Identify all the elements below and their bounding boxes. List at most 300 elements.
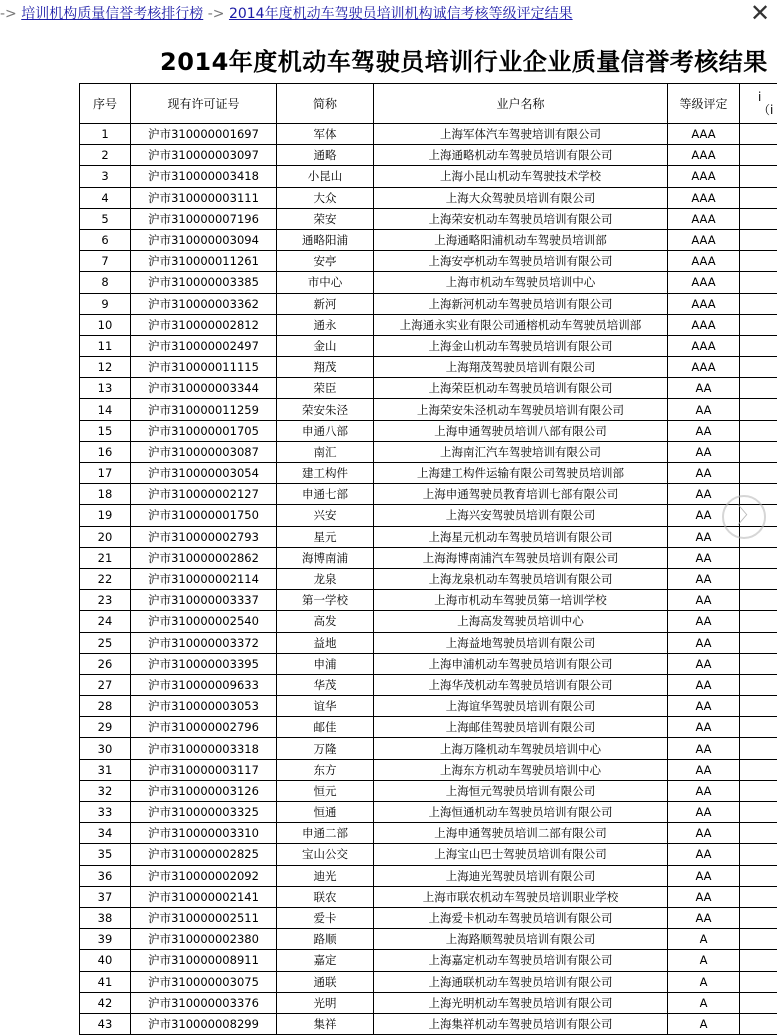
cell-extra bbox=[740, 208, 777, 229]
cell-index: 35 bbox=[80, 844, 131, 865]
table-row bbox=[80, 929, 777, 950]
cell-extra bbox=[740, 335, 777, 356]
header-license-no: 现有许可证号 bbox=[131, 84, 277, 124]
cell-short-name: 集祥 bbox=[277, 1013, 374, 1034]
cell-license-no: 沪市310000003053 bbox=[131, 696, 277, 717]
cell-company-name: 上海荣安机动车驾驶员培训有限公司 bbox=[374, 208, 668, 229]
cell-license-no: 沪市310000003117 bbox=[131, 759, 277, 780]
table-row bbox=[80, 187, 777, 208]
cell-grade: A bbox=[668, 929, 740, 950]
cell-extra bbox=[740, 674, 777, 695]
cell-grade: AAA bbox=[668, 357, 740, 378]
table-header-row bbox=[80, 84, 777, 124]
cell-short-name: 大众 bbox=[277, 187, 374, 208]
cell-grade: AA bbox=[668, 844, 740, 865]
cell-short-name: 路顺 bbox=[277, 929, 374, 950]
page-title: 2014年度机动车驾驶员培训行业企业质量信誉考核结果 bbox=[160, 48, 768, 76]
cell-company-name: 上海南汇汽车驾驶培训有限公司 bbox=[374, 441, 668, 462]
cell-extra bbox=[740, 696, 777, 717]
cell-license-no: 沪市310000003094 bbox=[131, 229, 277, 250]
table-row bbox=[80, 950, 777, 971]
cell-company-name: 上海星元机动车驾驶员培训有限公司 bbox=[374, 526, 668, 547]
cell-short-name: 申浦 bbox=[277, 653, 374, 674]
cell-grade: AA bbox=[668, 547, 740, 568]
cell-index: 25 bbox=[80, 632, 131, 653]
cell-short-name: 金山 bbox=[277, 335, 374, 356]
table-row bbox=[80, 844, 777, 865]
cell-extra bbox=[740, 590, 777, 611]
cell-license-no: 沪市310000002540 bbox=[131, 611, 277, 632]
table-row bbox=[80, 547, 777, 568]
cell-company-name: 上海申通驾驶员培训八部有限公司 bbox=[374, 420, 668, 441]
next-page-button[interactable] bbox=[722, 495, 766, 539]
header-index: 序号 bbox=[80, 84, 131, 124]
cell-short-name: 安亭 bbox=[277, 251, 374, 272]
cell-license-no: 沪市310000003075 bbox=[131, 971, 277, 992]
cell-license-no: 沪市310000003385 bbox=[131, 272, 277, 293]
cell-extra bbox=[740, 420, 777, 441]
cell-license-no: 沪市310000002825 bbox=[131, 844, 277, 865]
table-row bbox=[80, 992, 777, 1013]
cell-grade: A bbox=[668, 950, 740, 971]
cell-short-name: 翔茂 bbox=[277, 357, 374, 378]
breadcrumb-link-ranking[interactable]: 培训机构质量信誉考核排行榜 bbox=[21, 6, 204, 22]
cell-company-name: 上海龙泉机动车驾驶员培训有限公司 bbox=[374, 568, 668, 589]
cell-company-name: 上海光明机动车驾驶员培训有限公司 bbox=[374, 992, 668, 1013]
cell-license-no: 沪市310000002141 bbox=[131, 886, 277, 907]
cell-extra bbox=[740, 653, 777, 674]
cell-extra bbox=[740, 823, 777, 844]
cell-index: 31 bbox=[80, 759, 131, 780]
cell-index: 30 bbox=[80, 738, 131, 759]
cell-index: 1 bbox=[80, 124, 131, 145]
cell-license-no: 沪市310000002511 bbox=[131, 907, 277, 928]
cell-grade: AA bbox=[668, 759, 740, 780]
header-company-name: 业户名称 bbox=[374, 84, 668, 124]
cell-grade: AA bbox=[668, 717, 740, 738]
cell-company-name: 上海宝山巴士驾驶员培训有限公司 bbox=[374, 844, 668, 865]
cell-license-no: 沪市310000008299 bbox=[131, 1013, 277, 1034]
cell-company-name: 上海申浦机动车驾驶员培训有限公司 bbox=[374, 653, 668, 674]
cell-index: 34 bbox=[80, 823, 131, 844]
cell-license-no: 沪市310000003395 bbox=[131, 653, 277, 674]
cell-index: 10 bbox=[80, 314, 131, 335]
cell-index: 11 bbox=[80, 335, 131, 356]
cell-grade: AAA bbox=[668, 124, 740, 145]
cell-company-name: 上海小昆山机动车驾驶技术学校 bbox=[374, 166, 668, 187]
cell-index: 13 bbox=[80, 378, 131, 399]
cell-grade: AAA bbox=[668, 314, 740, 335]
cell-grade: AAA bbox=[668, 293, 740, 314]
cell-index: 41 bbox=[80, 971, 131, 992]
cell-grade: AA bbox=[668, 505, 740, 526]
cell-short-name: 通略 bbox=[277, 145, 374, 166]
cell-license-no: 沪市310000003097 bbox=[131, 145, 277, 166]
cell-grade: AA bbox=[668, 441, 740, 462]
cell-company-name: 上海集祥机动车驾驶员培训有限公司 bbox=[374, 1013, 668, 1034]
cell-grade: AAA bbox=[668, 208, 740, 229]
cell-short-name: 龙泉 bbox=[277, 568, 374, 589]
cell-extra bbox=[740, 357, 777, 378]
breadcrumb bbox=[0, 3, 573, 25]
cell-grade: AA bbox=[668, 420, 740, 441]
cell-grade: AAA bbox=[668, 229, 740, 250]
table-row bbox=[80, 1013, 777, 1034]
cell-index: 21 bbox=[80, 547, 131, 568]
cell-company-name: 上海东方机动车驾驶员培训中心 bbox=[374, 759, 668, 780]
cell-license-no: 沪市310000001750 bbox=[131, 505, 277, 526]
cell-index: 43 bbox=[80, 1013, 131, 1034]
cell-index: 39 bbox=[80, 929, 131, 950]
table-row bbox=[80, 272, 777, 293]
cell-index: 5 bbox=[80, 208, 131, 229]
table-row bbox=[80, 314, 777, 335]
cell-short-name: 联农 bbox=[277, 886, 374, 907]
table-row bbox=[80, 674, 777, 695]
cell-company-name: 上海高发驾驶员培训中心 bbox=[374, 611, 668, 632]
cell-index: 26 bbox=[80, 653, 131, 674]
cell-grade: AAA bbox=[668, 166, 740, 187]
cell-extra bbox=[740, 187, 777, 208]
cell-index: 33 bbox=[80, 802, 131, 823]
cell-extra bbox=[740, 759, 777, 780]
cell-grade: A bbox=[668, 1013, 740, 1034]
breadcrumb-prefix: -> bbox=[0, 6, 17, 22]
cell-license-no: 沪市310000003087 bbox=[131, 441, 277, 462]
cell-short-name: 海博南浦 bbox=[277, 547, 374, 568]
cell-grade: AA bbox=[668, 632, 740, 653]
table-row bbox=[80, 738, 777, 759]
cell-grade: AA bbox=[668, 907, 740, 928]
cell-index: 29 bbox=[80, 717, 131, 738]
cell-grade: AA bbox=[668, 738, 740, 759]
cell-extra bbox=[740, 293, 777, 314]
cell-company-name: 上海安亭机动车驾驶员培训有限公司 bbox=[374, 251, 668, 272]
cell-extra bbox=[740, 802, 777, 823]
cell-short-name: 万隆 bbox=[277, 738, 374, 759]
cell-short-name: 通略阳浦 bbox=[277, 229, 374, 250]
table-row bbox=[80, 611, 777, 632]
cell-extra bbox=[740, 992, 777, 1013]
cell-extra bbox=[740, 272, 777, 293]
cell-grade: AA bbox=[668, 463, 740, 484]
cell-short-name: 华茂 bbox=[277, 674, 374, 695]
cell-license-no: 沪市310000001697 bbox=[131, 124, 277, 145]
cell-license-no: 沪市310000003344 bbox=[131, 378, 277, 399]
table-row bbox=[80, 124, 777, 145]
cell-extra bbox=[740, 251, 777, 272]
table-row bbox=[80, 335, 777, 356]
cell-index: 37 bbox=[80, 886, 131, 907]
table-row bbox=[80, 463, 777, 484]
cell-short-name: 荣安朱泾 bbox=[277, 399, 374, 420]
cell-license-no: 沪市310000001705 bbox=[131, 420, 277, 441]
table-row bbox=[80, 378, 777, 399]
breadcrumb-link-results[interactable]: 2014年度机动车驾驶员培训机构诚信考核等级评定结果 bbox=[228, 6, 573, 22]
cell-grade: AAA bbox=[668, 335, 740, 356]
cell-short-name: 东方 bbox=[277, 759, 374, 780]
cell-grade: AA bbox=[668, 590, 740, 611]
cell-index: 18 bbox=[80, 484, 131, 505]
cell-extra bbox=[740, 717, 777, 738]
cell-license-no: 沪市310000007196 bbox=[131, 208, 277, 229]
cell-company-name: 上海市联农机动车驾驶员培训职业学校 bbox=[374, 886, 668, 907]
table-row bbox=[80, 717, 777, 738]
table-row bbox=[80, 441, 777, 462]
cell-index: 9 bbox=[80, 293, 131, 314]
cell-license-no: 沪市310000002127 bbox=[131, 484, 277, 505]
cell-index: 32 bbox=[80, 780, 131, 801]
cell-extra bbox=[740, 971, 777, 992]
cell-company-name: 上海翔茂驾驶员培训有限公司 bbox=[374, 357, 668, 378]
cell-index: 22 bbox=[80, 568, 131, 589]
cell-short-name: 申通七部 bbox=[277, 484, 374, 505]
cell-extra bbox=[740, 738, 777, 759]
cell-grade: AA bbox=[668, 823, 740, 844]
cell-license-no: 沪市310000002092 bbox=[131, 865, 277, 886]
cell-grade: AA bbox=[668, 568, 740, 589]
cell-grade: AA bbox=[668, 526, 740, 547]
cell-grade: AA bbox=[668, 399, 740, 420]
cell-grade: AA bbox=[668, 802, 740, 823]
cell-license-no: 沪市310000002862 bbox=[131, 547, 277, 568]
cell-extra bbox=[740, 568, 777, 589]
cell-license-no: 沪市310000003310 bbox=[131, 823, 277, 844]
cell-extra bbox=[740, 145, 777, 166]
cell-license-no: 沪市310000003372 bbox=[131, 632, 277, 653]
cell-license-no: 沪市310000008911 bbox=[131, 950, 277, 971]
cell-short-name: 兴安 bbox=[277, 505, 374, 526]
cell-grade: AAA bbox=[668, 145, 740, 166]
cell-license-no: 沪市310000003054 bbox=[131, 463, 277, 484]
cell-short-name: 建工构件 bbox=[277, 463, 374, 484]
cell-extra bbox=[740, 865, 777, 886]
table-row bbox=[80, 907, 777, 928]
table-row bbox=[80, 823, 777, 844]
cell-license-no: 沪市310000003111 bbox=[131, 187, 277, 208]
cell-short-name: 邮佳 bbox=[277, 717, 374, 738]
cell-license-no: 沪市310000002796 bbox=[131, 717, 277, 738]
cell-grade: AA bbox=[668, 780, 740, 801]
cell-grade: AAA bbox=[668, 187, 740, 208]
table-row bbox=[80, 802, 777, 823]
cell-short-name: 恒元 bbox=[277, 780, 374, 801]
cell-company-name: 上海恒通机动车驾驶员培训有限公司 bbox=[374, 802, 668, 823]
cell-grade: AA bbox=[668, 674, 740, 695]
cell-license-no: 沪市310000003376 bbox=[131, 992, 277, 1013]
cell-index: 17 bbox=[80, 463, 131, 484]
cell-company-name: 上海万隆机动车驾驶员培训中心 bbox=[374, 738, 668, 759]
table-row bbox=[80, 886, 777, 907]
table-row bbox=[80, 293, 777, 314]
cell-short-name: 通联 bbox=[277, 971, 374, 992]
cell-extra bbox=[740, 124, 777, 145]
cell-extra bbox=[740, 463, 777, 484]
cell-company-name: 上海市机动车驾驶员第一培训学校 bbox=[374, 590, 668, 611]
table-row bbox=[80, 526, 777, 547]
cell-company-name: 上海新河机动车驾驶员培训有限公司 bbox=[374, 293, 668, 314]
cell-company-name: 上海谊华驾驶员培训有限公司 bbox=[374, 696, 668, 717]
table-row bbox=[80, 632, 777, 653]
cell-license-no: 沪市310000002497 bbox=[131, 335, 277, 356]
cell-license-no: 沪市310000003318 bbox=[131, 738, 277, 759]
cell-extra bbox=[740, 780, 777, 801]
cell-index: 36 bbox=[80, 865, 131, 886]
cell-short-name: 爱卡 bbox=[277, 907, 374, 928]
cell-extra bbox=[740, 929, 777, 950]
cell-grade: AA bbox=[668, 886, 740, 907]
cell-short-name: 嘉定 bbox=[277, 950, 374, 971]
cell-short-name: 申通二部 bbox=[277, 823, 374, 844]
table-row bbox=[80, 696, 777, 717]
cell-index: 38 bbox=[80, 907, 131, 928]
cell-license-no: 沪市310000003126 bbox=[131, 780, 277, 801]
cell-license-no: 沪市310000011261 bbox=[131, 251, 277, 272]
cell-grade: AAA bbox=[668, 272, 740, 293]
cell-index: 24 bbox=[80, 611, 131, 632]
cell-short-name: 恒通 bbox=[277, 802, 374, 823]
cell-grade: AA bbox=[668, 611, 740, 632]
cell-license-no: 沪市310000002812 bbox=[131, 314, 277, 335]
cell-license-no: 沪市310000003362 bbox=[131, 293, 277, 314]
table-row bbox=[80, 229, 777, 250]
cell-short-name: 第一学校 bbox=[277, 590, 374, 611]
cell-index: 19 bbox=[80, 505, 131, 526]
header-extra-line1: i bbox=[758, 89, 762, 104]
close-icon[interactable]: ✕ bbox=[749, 0, 771, 27]
cell-extra bbox=[740, 632, 777, 653]
table-row bbox=[80, 505, 777, 526]
cell-extra bbox=[740, 441, 777, 462]
cell-short-name: 军体 bbox=[277, 124, 374, 145]
breadcrumb-separator: -> bbox=[207, 6, 225, 22]
cell-short-name: 高发 bbox=[277, 611, 374, 632]
cell-company-name: 上海荣安朱泾机动车驾驶员培训有限公司 bbox=[374, 399, 668, 420]
table-row bbox=[80, 484, 777, 505]
cell-grade: AA bbox=[668, 484, 740, 505]
cell-grade: AA bbox=[668, 378, 740, 399]
cell-company-name: 上海海博南浦汽车驾驶员培训有限公司 bbox=[374, 547, 668, 568]
table-row bbox=[80, 420, 777, 441]
cell-short-name: 益地 bbox=[277, 632, 374, 653]
cell-index: 6 bbox=[80, 229, 131, 250]
cell-short-name: 申通八部 bbox=[277, 420, 374, 441]
cell-extra bbox=[740, 844, 777, 865]
cell-short-name: 南汇 bbox=[277, 441, 374, 462]
cell-license-no: 沪市310000003418 bbox=[131, 166, 277, 187]
cell-company-name: 上海益地驾驶员培训有限公司 bbox=[374, 632, 668, 653]
table-row bbox=[80, 568, 777, 589]
cell-license-no: 沪市310000002793 bbox=[131, 526, 277, 547]
table-row bbox=[80, 759, 777, 780]
cell-short-name: 荣安 bbox=[277, 208, 374, 229]
cell-index: 20 bbox=[80, 526, 131, 547]
table-row bbox=[80, 357, 777, 378]
cell-index: 4 bbox=[80, 187, 131, 208]
cell-license-no: 沪市310000003325 bbox=[131, 802, 277, 823]
cell-company-name: 上海华茂机动车驾驶员培训有限公司 bbox=[374, 674, 668, 695]
cell-grade: AA bbox=[668, 696, 740, 717]
cell-short-name: 通永 bbox=[277, 314, 374, 335]
cell-index: 16 bbox=[80, 441, 131, 462]
cell-company-name: 上海路顺驾驶员培训有限公司 bbox=[374, 929, 668, 950]
cell-index: 40 bbox=[80, 950, 131, 971]
cell-company-name: 上海申通驾驶员培训二部有限公司 bbox=[374, 823, 668, 844]
table-row bbox=[80, 208, 777, 229]
cell-short-name: 宝山公交 bbox=[277, 844, 374, 865]
cell-short-name: 星元 bbox=[277, 526, 374, 547]
cell-short-name: 市中心 bbox=[277, 272, 374, 293]
cell-index: 15 bbox=[80, 420, 131, 441]
cell-company-name: 上海通联机动车驾驶员培训有限公司 bbox=[374, 971, 668, 992]
cell-short-name: 光明 bbox=[277, 992, 374, 1013]
cell-company-name: 上海大众驾驶员培训有限公司 bbox=[374, 187, 668, 208]
cell-grade: A bbox=[668, 992, 740, 1013]
table-body bbox=[80, 124, 777, 1035]
cell-short-name: 新河 bbox=[277, 293, 374, 314]
cell-company-name: 上海建工构件运输有限公司驾驶员培训部 bbox=[374, 463, 668, 484]
cell-extra bbox=[740, 166, 777, 187]
cell-extra bbox=[740, 611, 777, 632]
cell-company-name: 上海迪光驾驶员培训有限公司 bbox=[374, 865, 668, 886]
cell-company-name: 上海军体汽车驾驶培训有限公司 bbox=[374, 124, 668, 145]
cell-extra bbox=[740, 950, 777, 971]
cell-license-no: 沪市310000003337 bbox=[131, 590, 277, 611]
cell-license-no: 沪市310000009633 bbox=[131, 674, 277, 695]
cell-index: 42 bbox=[80, 992, 131, 1013]
cell-company-name: 上海兴安驾驶员培训有限公司 bbox=[374, 505, 668, 526]
cell-company-name: 上海邮佳驾驶员培训有限公司 bbox=[374, 717, 668, 738]
table-row bbox=[80, 145, 777, 166]
cell-short-name: 迪光 bbox=[277, 865, 374, 886]
cell-extra bbox=[740, 399, 777, 420]
cell-extra bbox=[740, 886, 777, 907]
header-extra-line2: （i bbox=[758, 102, 774, 117]
header-short-name: 简称 bbox=[277, 84, 374, 124]
cell-index: 28 bbox=[80, 696, 131, 717]
cell-company-name: 上海通略机动车驾驶员培训有限公司 bbox=[374, 145, 668, 166]
cell-license-no: 沪市310000011259 bbox=[131, 399, 277, 420]
cell-license-no: 沪市310000002114 bbox=[131, 568, 277, 589]
cell-short-name: 谊华 bbox=[277, 696, 374, 717]
cell-index: 2 bbox=[80, 145, 131, 166]
results-table bbox=[79, 83, 777, 1035]
table-row bbox=[80, 399, 777, 420]
cell-company-name: 上海嘉定机动车驾驶员培训有限公司 bbox=[374, 950, 668, 971]
table-row bbox=[80, 865, 777, 886]
chevron-right-icon: 〉 bbox=[737, 504, 760, 529]
cell-company-name: 上海爱卡机动车驾驶员培训有限公司 bbox=[374, 907, 668, 928]
cell-license-no: 沪市310000002380 bbox=[131, 929, 277, 950]
cell-extra bbox=[740, 907, 777, 928]
cell-license-no: 沪市310000011115 bbox=[131, 357, 277, 378]
cell-index: 12 bbox=[80, 357, 131, 378]
cell-grade: AA bbox=[668, 653, 740, 674]
cell-company-name: 上海通略阳浦机动车驾驶员培训部 bbox=[374, 229, 668, 250]
cell-company-name: 上海通永实业有限公司通榕机动车驾驶员培训部 bbox=[374, 314, 668, 335]
cell-extra bbox=[740, 378, 777, 399]
cell-grade: AA bbox=[668, 865, 740, 886]
cell-index: 3 bbox=[80, 166, 131, 187]
cell-company-name: 上海荣臣机动车驾驶员培训有限公司 bbox=[374, 378, 668, 399]
table-row bbox=[80, 653, 777, 674]
cell-extra bbox=[740, 314, 777, 335]
table-row bbox=[80, 780, 777, 801]
cell-grade: A bbox=[668, 971, 740, 992]
cell-index: 23 bbox=[80, 590, 131, 611]
results-table-container[interactable] bbox=[79, 83, 777, 1036]
cell-extra bbox=[740, 547, 777, 568]
